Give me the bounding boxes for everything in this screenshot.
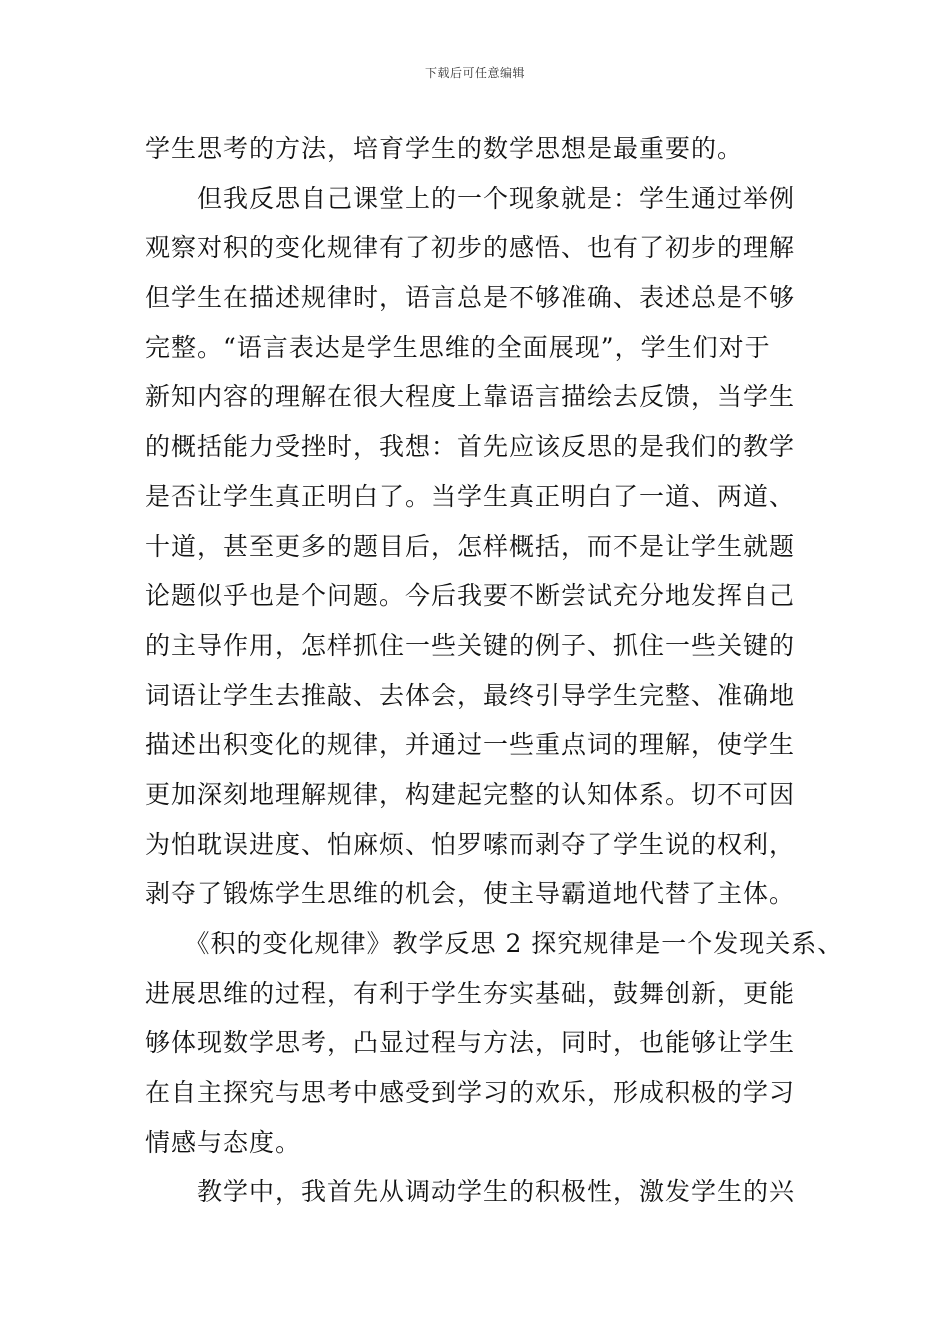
text-line: 但学生在描述规律时，语言总是不够准确、表述总是不够 [145,283,796,313]
text-line: 情感与态度。 [145,1127,302,1157]
document-body [145,124,844,1217]
text-line: 《积的变化规律》教学反思 2 探究规律是一个发现关系、 [145,929,844,958]
text-line: 为怕耽误进度、怕麻烦、怕罗嗦而剥夺了学生说的权利， [145,829,796,859]
header-note: 下载后可任意编辑 [424,66,525,80]
text-line: 的主导作用，怎样抓住一些关键的例子、抓住一些关键的 [145,630,796,660]
text-line: 观察对积的变化规律有了初步的感悟、也有了初步的理解 [145,233,796,263]
text-line: 学生思考的方法，培育学生的数学思想是最重要的。 [145,134,744,163]
text-line: 够体现数学思考，凸显过程与方法，同时，也能够让学生 [145,1028,796,1058]
text-line: 剥夺了锻炼学生思维的机会，使主导霸道地代替了主体。 [145,879,796,909]
text-line: 进展思维的过程，有利于学生夯实基础，鼓舞创新，更能 [145,978,796,1008]
text-line: 描述出积变化的规律，并通过一些重点词的理解，使学生 [145,730,796,760]
text-line: 论题似乎也是个问题。今后我要不断尝试充分地发挥自己 [145,581,796,611]
text-line: 是否让学生真正明白了。当学生真正明白了一道、两道、 [145,481,796,511]
text-line: 词语让学生去推敲、去体会，最终引导学生完整、准确地 [145,680,796,710]
text-line: 更加深刻地理解规律，构建起完整的认知体系。切不可因 [145,779,796,809]
text-line: 在自主探究与思考中感受到学习的欢乐，形成积极的学习 [145,1078,796,1108]
text-line: 的概括能力受挫时，我想：首先应该反思的是我们的教学 [145,432,796,462]
text-line: 十道，甚至更多的题目后，怎样概括，而不是让学生就题 [145,531,796,561]
text-line: 但我反思自己课堂上的一个现象就是：学生通过举例 [145,183,796,213]
text-line: 完整。“语言表达是学生思维的全面展现”，学生们对于 [145,332,771,362]
text-line: 新知内容的理解在很大程度上靠语言描绘去反馈，当学生 [145,382,796,412]
text-line: 教学中，我首先从调动学生的积极性，激发学生的兴 [145,1177,796,1207]
